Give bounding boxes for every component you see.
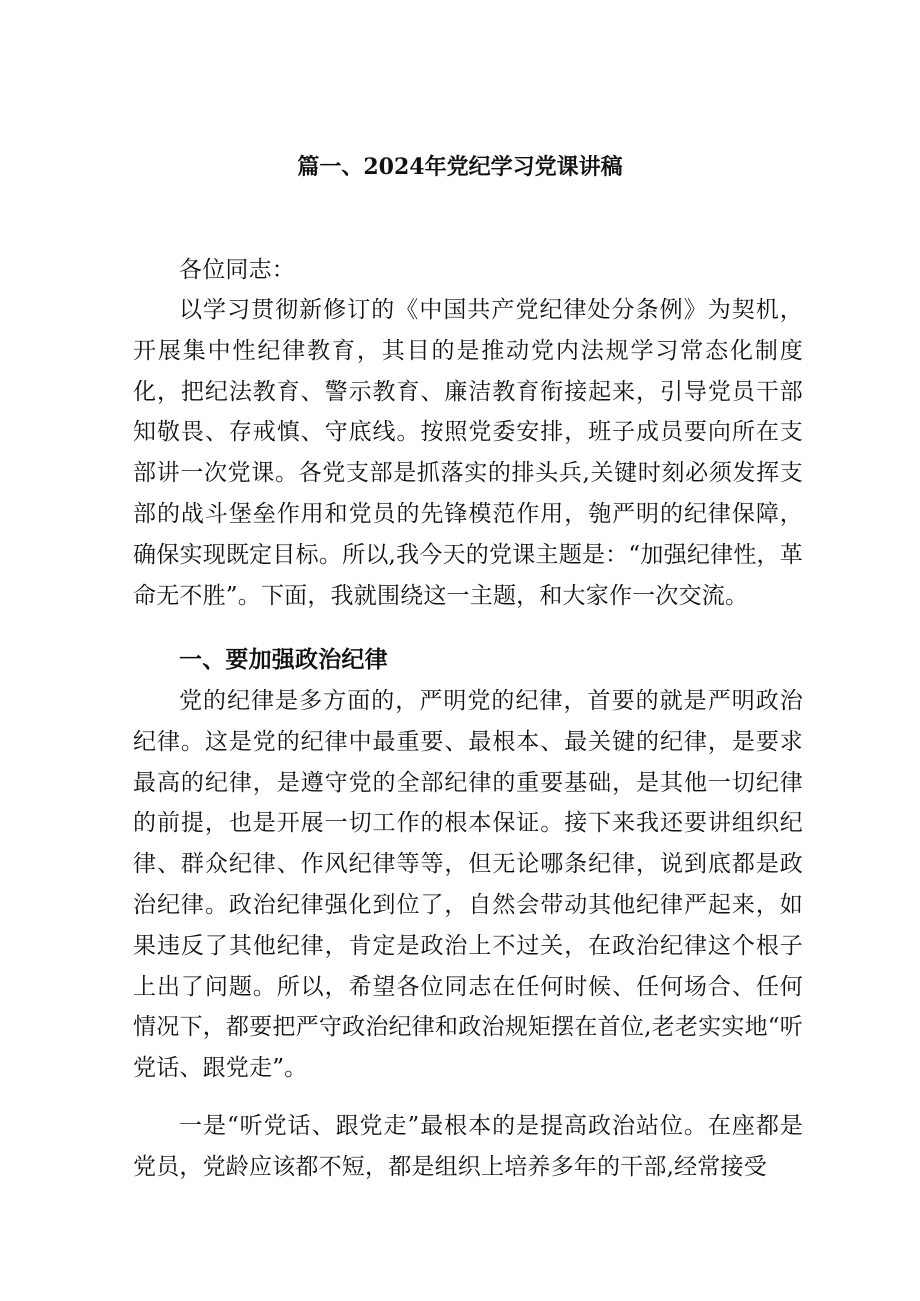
document-title: 篇一、2024年党纪学习党课讲稿	[297, 154, 623, 180]
paragraph-political-standing: 一是“听党话、跟党走”最根本的是提高政治站位。在座都是党员，党龄应该都不短，都是组织上培养多年的干部,经常接受	[133, 1113, 803, 1180]
section-heading-political-discipline: 一、要加强政治纪律	[179, 646, 388, 673]
salutation: 各位同志：	[179, 257, 295, 283]
paragraph-introduction: 以学习贯彻新修订的《中国共产党纪律处分条例》为契机，开展集中性纪律教育，其目的是推动党内法规学习常态化制度化，把纪法教育、警示教育、廉洁教育衔接起来，引导党员干部知敬畏、存戒慎、守底线。按照党委安排，班子成员要向所在支部讲一次党课。各党支部是抓落实的排头兵,关键时刻必须发挥支部的战斗堡垒作用和党员的先锋模范作用，匏严明的纪律保障，确保实现既定目标。所以,我今天的党课主题是：“加强纪律性，革命无不胜”。下面，我就围绕这一主题，和大家作一次交流。	[133, 297, 803, 609]
paragraph-political-discipline: 党的纪律是多方面的，严明党的纪律，首要的就是严明政治纪律。这是党的纪律中最重要、最根本、最关键的纪律，是要求最高的纪律，是遵守党的全部纪律的重要基础，是其他一切纪律的前提，也是开展一切工作的根本保证。接下来我还要讲组织纪律、群众纪律、作风纪律等等，但无论哪条纪律，说到底都是政治纪律。政治纪律强化到位了，自然会带动其他纪律严起来，如果违反了其他纪律，肯定是政治上不过关，在政治纪律这个根子上出了问题。所以，希望各位同志在任何时候、任何场合、任何情况下，都要把严守政治纪律和政治规矩摆在首位,老老实实地“听党话、跟党走”。	[133, 688, 803, 1082]
